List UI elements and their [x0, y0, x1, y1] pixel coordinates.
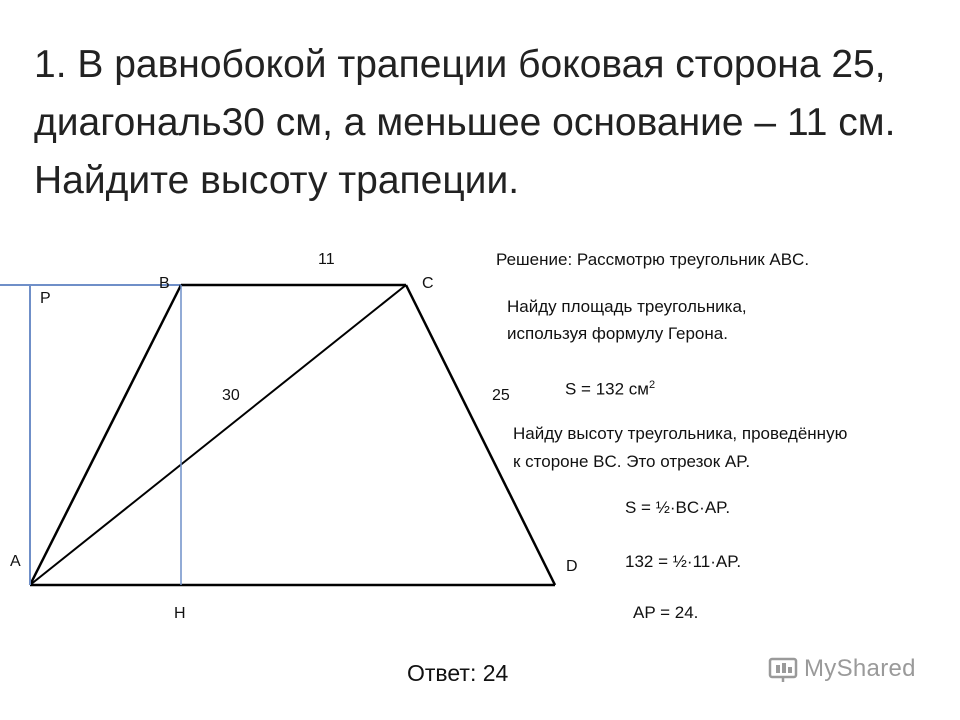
length-label-diagonal: 30	[222, 387, 240, 404]
point-label-h: H	[174, 605, 186, 622]
watermark	[768, 655, 916, 683]
area-value: S = 132 см	[565, 379, 649, 399]
side-ab	[30, 285, 181, 585]
area-unit-exponent: 2	[649, 379, 656, 391]
length-label-bc: 11	[318, 251, 335, 268]
vertex-label-d: D	[566, 558, 578, 575]
formula-area: S = ½·BC·AP.	[625, 498, 731, 517]
solution-line-2b: используя формулу Герона.	[507, 324, 728, 343]
solution-line-3b: к стороне BC. Это отрезок AP.	[513, 452, 751, 471]
myshared-logo-icon	[768, 655, 798, 683]
solution-line-2a: Найду площадь треугольника,	[507, 297, 747, 316]
solution-line-3a: Найду высоту треугольника, проведённую	[513, 424, 848, 443]
area-result	[565, 379, 655, 400]
point-label-p: P	[40, 290, 51, 307]
answer-text: Ответ: 24	[407, 660, 509, 686]
length-label-side: 25	[492, 387, 510, 404]
problem-statement: 1. В равнобокой трапеции боковая сторона 25, диагональ30 см, а меньшее основание – 11 см. Найдите высоту трапеции.	[34, 43, 896, 202]
vertex-label-b: B	[159, 275, 170, 292]
formula-result: AP = 24.	[633, 603, 699, 622]
vertex-label-c: C	[422, 275, 434, 292]
diagonal-ac	[30, 285, 406, 585]
formula-substitution: 132 = ½·11·AP.	[625, 552, 742, 571]
vertex-label-a: A	[10, 553, 21, 570]
solution-line-1: Решение: Рассмотрю треугольник ABC.	[496, 250, 810, 269]
watermark-text: MyShared	[804, 655, 916, 682]
